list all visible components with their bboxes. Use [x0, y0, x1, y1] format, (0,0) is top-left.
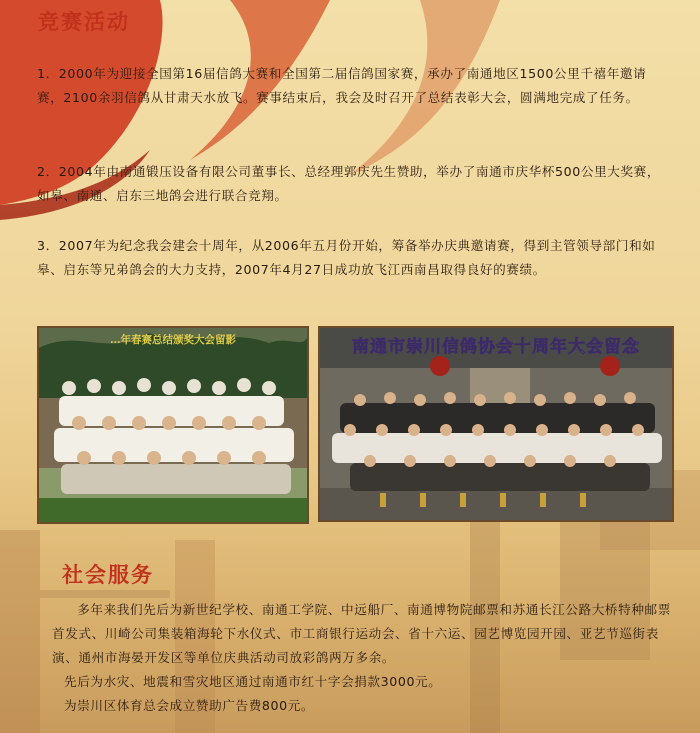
group-photo-award-meeting	[37, 326, 309, 524]
group-photo-tenth-anniversary	[318, 326, 674, 522]
competition-item-1: 1．2000年为迎接全国第16届信鸽大赛和全国第二届信鸽国家赛，承办了南通地区1500公里千禧年邀请赛，2100余羽信鸽从甘肃天水放飞。赛事结束后，我会及时召开了总结表彰大会，圆满地完成了任务。	[37, 66, 647, 105]
service-paragraph-3: 为崇川区体育总会成立赞助广告费800元。	[64, 698, 315, 713]
red-swirl-decoration	[0, 0, 700, 260]
service-paragraph-2: 先后为水灾、地震和雪灾地区通过南通市红十字会捐款3000元。	[64, 674, 442, 689]
photo-caption: …年春赛总结颁奖大会留影	[110, 334, 236, 346]
group-photo-image	[39, 328, 307, 522]
competition-item-2: 2．2004年由南通锻压设备有限公司董事长、总经理郭庆先生赞助，举办了南通市庆华杯500公里大奖赛，如皋、南通、启东三地鸽会进行联合竞翔。	[37, 164, 661, 203]
service-paragraph-1: 多年来我们先后为新世纪学校、南通工学院、中远船厂、南通博物院邮票和苏通长江公路大桥特种邮票首发式、川崎公司集装箱海轮下水仪式、市工商银行运动会、省十六运、园艺博览园开园、亚艺节巡街表演、通州市海晏开发区等单位庆典活动司放彩鸽两万多余。	[52, 602, 671, 665]
section-title-competition: 竞赛活动	[38, 9, 130, 34]
section-title-social-service: 社会服务	[62, 562, 154, 587]
photo-caption: 南通市崇川信鸽协会十周年大会留念	[352, 337, 640, 357]
competition-item-3: 3．2007年为纪念我会建会十周年，从2006年五月份开始，筹备举办庆典邀请赛，得到主管领导部门和如皋、启东等兄弟鸽会的大力支持，2007年4月27日成功放飞江西南昌取得良好的赛绩。	[37, 238, 656, 277]
